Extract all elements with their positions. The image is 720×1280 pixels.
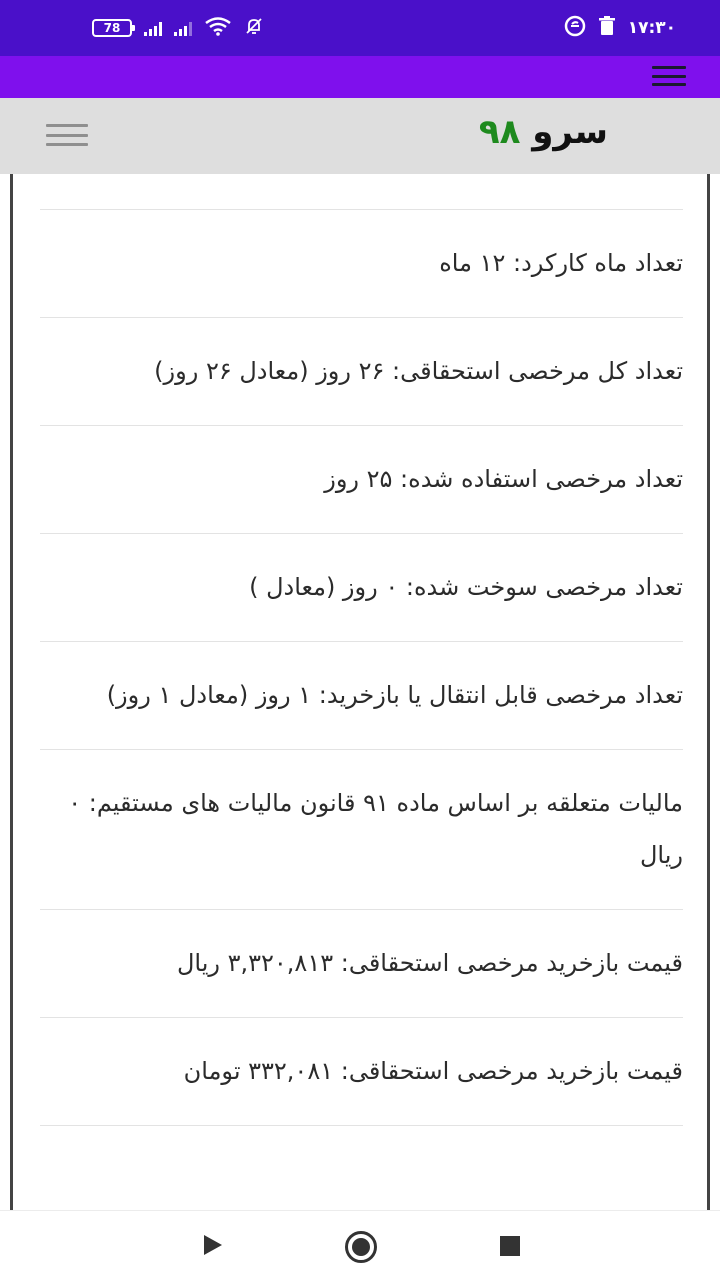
- list-item-buyback-rial: قیمت بازخرید مرخصی استحقاقی: ۳,۳۲۰,۸۱۳ ریال: [40, 910, 683, 1018]
- recents-icon[interactable]: [500, 1236, 520, 1256]
- signal-icon: [174, 20, 192, 36]
- top-toolbar: [0, 56, 720, 98]
- status-bar-left: [92, 16, 264, 40]
- muted-bell-icon: [244, 16, 264, 40]
- home-icon[interactable]: [345, 1231, 377, 1263]
- status-bar: [0, 0, 720, 56]
- signal-icon: [144, 20, 162, 36]
- status-bar-right: [564, 15, 676, 41]
- list-item-buyback-toman: قیمت بازخرید مرخصی استحقاقی: ۳۳۲,۰۸۱ تومان: [40, 1018, 683, 1126]
- app-notification-icon: [564, 15, 586, 41]
- clock: ۱۷:۳۰: [627, 18, 676, 38]
- leave-details-panel: [10, 174, 710, 1210]
- trash-icon: [598, 16, 616, 40]
- hamburger-menu-icon[interactable]: [46, 124, 88, 146]
- list-item-total-leave: تعداد کل مرخصی استحقاقی: ۲۶ روز (معادل ۲۶ روز): [40, 318, 683, 426]
- back-icon[interactable]: [204, 1235, 222, 1255]
- list-item-work-months: تعداد ماه کارکرد: ۱۲ ماه: [40, 210, 683, 318]
- list-item-expired-leave: تعداد مرخصی سوخت شده: ۰ روز (معادل ): [40, 534, 683, 642]
- list-item-transferable-leave: تعداد مرخصی قابل انتقال یا بازخرید: ۱ روز (معادل ۱ روز): [40, 642, 683, 750]
- logo-word: سرو: [532, 112, 608, 152]
- wifi-icon: [204, 16, 232, 40]
- menu-icon[interactable]: [652, 66, 686, 86]
- app-header: [0, 98, 720, 174]
- app-logo[interactable]: [479, 112, 608, 152]
- logo-number: ۹۸: [478, 112, 521, 152]
- list-item-tax: مالیات متعلقه بر اساس ماده ۹۱ قانون مالیات های مستقیم: ۰ ریال: [40, 750, 683, 910]
- system-nav-bar: [0, 1210, 720, 1280]
- leave-details-list: [40, 209, 683, 1126]
- battery-icon: [92, 19, 132, 37]
- battery-level: 78: [103, 21, 121, 35]
- list-item-used-leave: تعداد مرخصی استفاده شده: ۲۵ روز: [40, 426, 683, 534]
